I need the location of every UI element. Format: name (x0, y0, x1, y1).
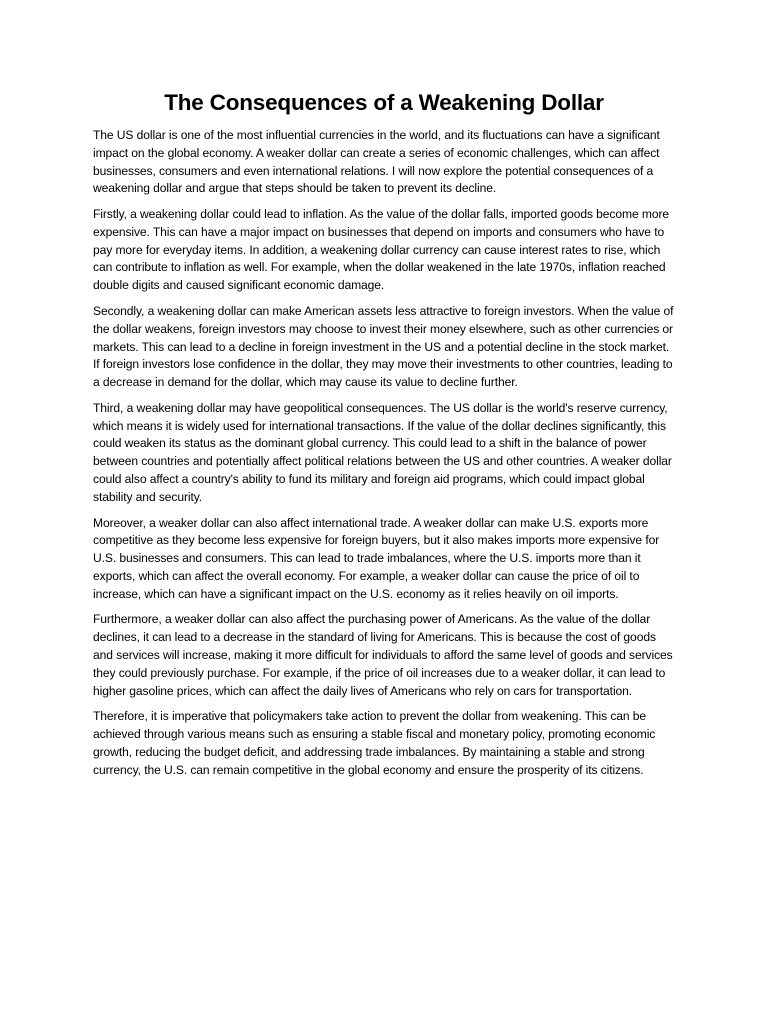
paragraph-conclusion: Therefore, it is imperative that policymakers take action to prevent the dollar from weakening. This can be achieved through various means such as ensuring a stable fiscal and monetary policy, promoting economic growth, reducing the budget deficit, and addressing trade imbalances. By maintaining a stable and strong currency, the U.S. can remain competitive in the global economy and ensure the prosperity of its citizens. (93, 709, 656, 777)
document-title: The Consequences of a Weakening Dollar (164, 90, 604, 115)
paragraph-intro: The US dollar is one of the most influential currencies in the world, and its fluctuations can have a significant impact on the global economy. A weaker dollar can create a series of economic challenges, which can affect businesses, consumers and even international relations. I will now explore the potential consequences of a weakening dollar and argue that steps should be taken to prevent its decline. (93, 128, 660, 196)
paragraph-inflation: Firstly, a weakening dollar could lead to inflation. As the value of the dollar falls, imported goods become more expensive. This can have a major impact on businesses that depend on imports and consumers who have to pay more for everyday items. In addition, a weakening dollar currency can cause interest rates to rise, which can contribute to inflation as well. For example, when the dollar weakened in the late 1970s, inflation reached double digits and caused significant economic damage. (93, 207, 670, 293)
paragraph-foreign-investors: Secondly, a weakening dollar can make American assets less attractive to foreign investors. When the value of the dollar weakens, foreign investors may choose to invest their money elsewhere, such as other currencies or markets. This can lead to a decline in foreign investment in the US and a potential decline in the stock market. If foreign investors lose confidence in the dollar, they may move their investments to other countries, leading to a decrease in demand for the dollar, which may cause its value to decline further. (93, 303, 674, 390)
paragraph-international-trade: Moreover, a weaker dollar can also affect international trade. A weaker dollar can make U.S. exports more competitive as they become less expensive for foreign buyers, but it also makes imports more expensive for U.S. businesses and consumers. This can lead to trade imbalances, where the U.S. imports more than it exports, which can affect the overall economy. For example, a weaker dollar can cause the price of oil to increase, which can have a significant impact on the U.S. economy as it relies heavily on oil imports. (93, 515, 660, 601)
paragraph-purchasing-power: Furthermore, a weaker dollar can also affect the purchasing power of Americans. As the value of the dollar declines, it can lead to a decrease in the standard of living for Americans. This is because the cost of goods and services will increase, making it more difficult for individuals to afford the same level of goods and services they could previously purchase. For example, if the price of oil increases due to a weaker dollar, it can lead to higher gasoline prices, which can affect the daily lives of Americans who rely on cars for transportation. (93, 612, 673, 698)
paragraph-geopolitical: Third, a weakening dollar may have geopolitical consequences. The US dollar is the world's reserve currency, which means it is widely used for international transactions. If the value of the dollar declines significantly, this could weaken its status as the dominant global currency. This could lead to a shift in the balance of power between countries and potentially affect political relations between the US and other countries. A weaker dollar could also affect a country's ability to fund its military and foreign aid programs, which could impact global stability and security. (93, 400, 672, 504)
document-body (93, 127, 677, 787)
